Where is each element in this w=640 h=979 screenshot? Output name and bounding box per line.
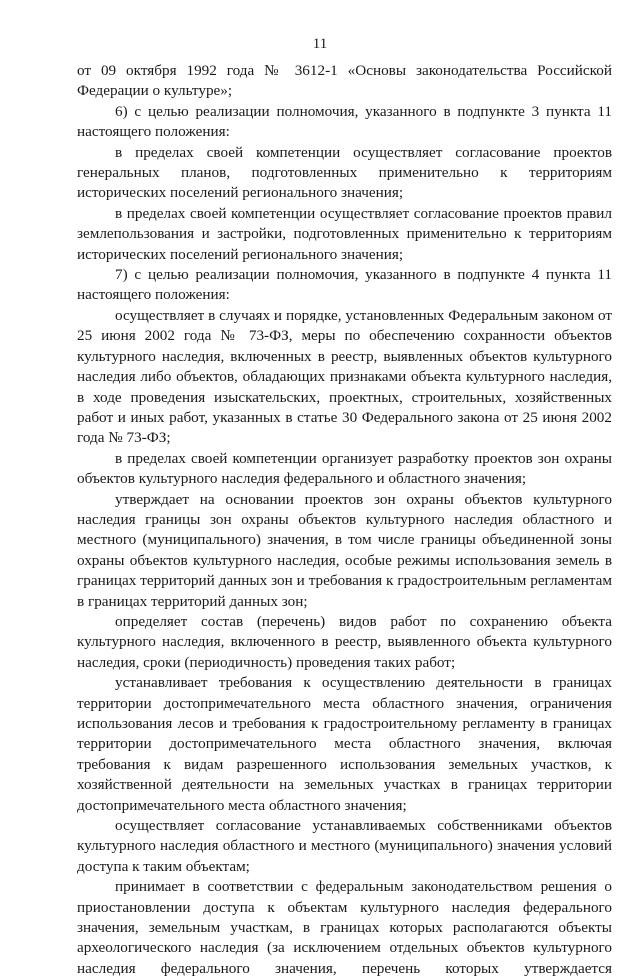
paragraph: устанавливает требования к осуществлению деятельности в границах территории достопримечательного места областного значения, ограничения использования лесов и требования к градостроительному регламенту в границах территории достопримечательного места областного значения, включая требования к видам разрешенного использования земельных участков, к хозяйственной деятельности на земельных участках в границах территории достопримечательного места областного значения;	[77, 674, 612, 814]
paragraph: от 09 октября 1992 года № 3612-1 «Основы законодательства Российской Федерации о культуре»;	[77, 62, 612, 100]
paragraph: в пределах своей компетенции организует разработку проектов зон охраны объектов культурного наследия федерального и областного значения;	[77, 449, 612, 488]
paragraph: в пределах своей компетенции осуществляет согласование проектов правил землепользования и застройки, подготовленных применительно к территориям исторических поселений регионального значения;	[77, 204, 612, 263]
paragraph: утверждает на основании проектов зон охраны объектов культурного наследия границы зон охраны объектов культурного наследия областного и местного (муниципального) значения, в том числе границы объединенной зоны охраны объектов культурного наследия, особые режимы использования земель в границах территорий данных зон и требования к градостроительным регламентам в границах территорий данных зон;	[77, 490, 612, 610]
paragraph: определяет состав (перечень) видов работ по сохранению объекта культурного наследия, включенного в реестр, выявленного объекта культурного наследия, сроки (периодичность) проведения таких работ;	[77, 612, 612, 671]
paragraph: принимает в соответствии с федеральным законодательством решения о приостановлении доступа к объектам культурного наследия федерального значения, земельным участкам, в границах которых располагаются объекты археологического наследия (за исключением отдельных объектов культурного наследия федерального значения, перечень которых утверждается	[77, 878, 612, 977]
paragraph: в пределах своей компетенции осуществляет согласование проектов генеральных планов, подготовленных применительно к территориям исторических поселений регионального значения;	[77, 143, 612, 202]
paragraph: 7) с целью реализации полномочия, указанного в подпункте 4 пункта 11 настоящего положения:	[77, 266, 612, 304]
paragraph: осуществляет согласование устанавливаемых собственниками объектов культурного наследия областного и местного (муниципального) значения условий доступа к таким объектам;	[77, 817, 612, 875]
paragraph: 6) с целью реализации полномочия, указанного в подпункте 3 пункта 11 настоящего положения:	[77, 102, 612, 141]
document-body	[77, 61, 612, 979]
paragraph: осуществляет в случаях и порядке, установленных Федеральным законом от 25 июня 2002 года № 73-ФЗ, меры по обеспечению сохранности объектов культурного наследия, включенных в реестр, выявленных объектов культурного наследия либо объектов, обладающих признаками объекта культурного наследия, в ходе проведения изыскательских, проектных, строительных, хозяйственных работ и иных работ, указанных в статье 30 Федерального закона от 25 июня 2002 года № 73-ФЗ;	[77, 306, 612, 447]
page-number: 11	[312, 36, 328, 52]
